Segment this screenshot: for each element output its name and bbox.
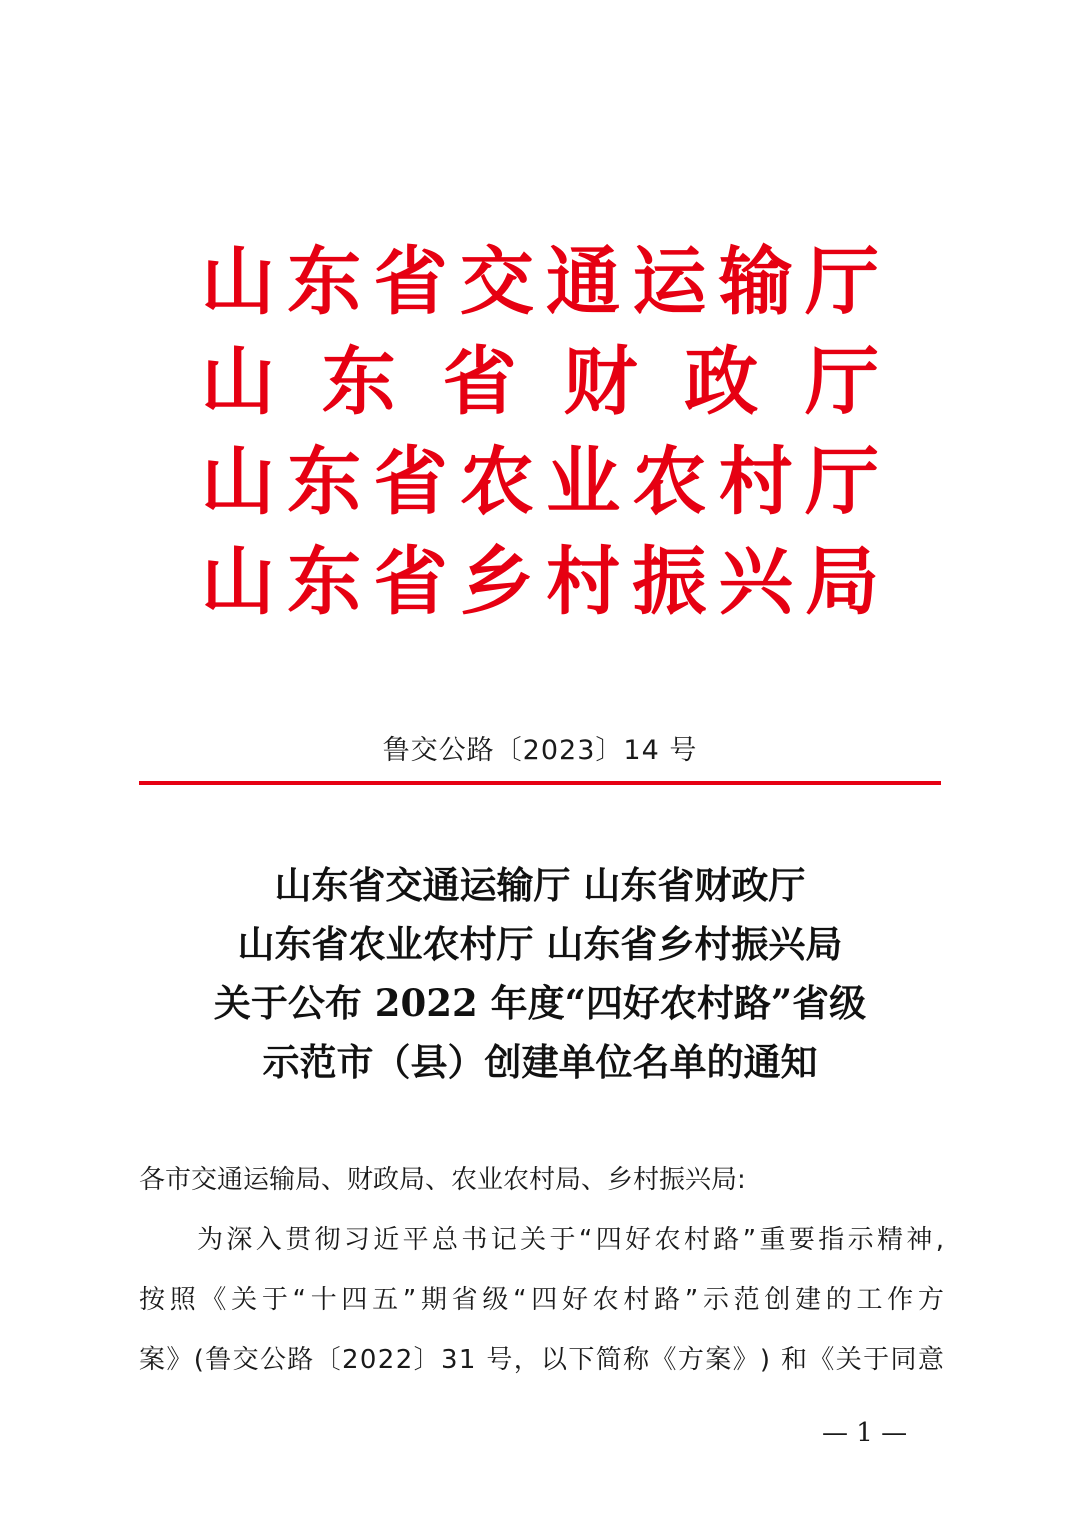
body-character: 书 <box>461 1225 488 1255</box>
body-character: , <box>935 1225 944 1255</box>
body-character: 鲁 <box>205 1345 232 1375</box>
body-character: 近 <box>373 1225 400 1255</box>
body-character: 简 <box>595 1345 622 1375</box>
body-character: 精 <box>876 1225 903 1255</box>
body-character: 于 <box>261 1285 288 1315</box>
body-character: 省 <box>451 1285 478 1315</box>
body-character: 《 <box>200 1285 227 1315</box>
body-character: 示 <box>847 1225 874 1255</box>
notice-title-line: 山东省交通运输厅 山东省财政厅 <box>274 863 806 907</box>
salutation: 各市交通运输局、财政局、农业农村局、乡村振兴局: <box>139 1165 746 1195</box>
body-character: 四 <box>531 1285 558 1315</box>
masthead-character: 村 <box>546 539 621 625</box>
body-character: 方 <box>677 1345 704 1375</box>
body-character: 同 <box>890 1345 917 1375</box>
body-character: 村 <box>623 1285 650 1315</box>
masthead-character: 省 <box>373 439 448 525</box>
masthead-character: 业 <box>546 439 621 525</box>
masthead-character: 农 <box>459 439 534 525</box>
masthead-character: 山 <box>201 439 275 525</box>
masthead-character: 厅 <box>804 339 879 425</box>
body-character: 案 <box>705 1345 732 1375</box>
masthead-character: 省 <box>442 339 517 425</box>
body-character: 好 <box>561 1285 588 1315</box>
masthead-character: 运 <box>632 239 707 325</box>
masthead-line-transport <box>200 232 880 332</box>
body-character: 农 <box>654 1225 681 1255</box>
body-character: 2 <box>377 1345 395 1375</box>
body-character: 重 <box>759 1225 786 1255</box>
notice-title-line: 山东省农业农村厅 山东省乡村振兴局 <box>237 922 843 966</box>
masthead-character: 乡 <box>459 539 534 625</box>
body-character: 《 <box>808 1345 835 1375</box>
body-character: 好 <box>625 1225 652 1255</box>
body-character: 《 <box>650 1345 677 1375</box>
body-character: 以 <box>541 1345 568 1375</box>
body-character: 创 <box>764 1285 791 1315</box>
masthead-character: 省 <box>373 539 448 625</box>
body-character: “ <box>513 1285 527 1315</box>
body-character: 路 <box>654 1285 681 1315</box>
body-character: 1 <box>458 1345 476 1375</box>
body-character: 期 <box>420 1285 447 1315</box>
body-character: 意 <box>917 1345 944 1375</box>
body-character: 2 <box>342 1345 359 1375</box>
body-character: 交 <box>232 1345 259 1375</box>
masthead-character: 通 <box>546 239 621 325</box>
body-character: 作 <box>887 1285 914 1315</box>
document-number: 鲁交公路〔2023〕14 号 <box>382 735 698 766</box>
body-character: 平 <box>402 1225 429 1255</box>
body-character: 深 <box>226 1225 253 1255</box>
body-text <box>139 1150 944 1390</box>
masthead-line-finance <box>200 332 880 432</box>
notice-title <box>0 856 1080 1092</box>
body-character: “ <box>292 1285 306 1315</box>
body-character: 〔 <box>314 1345 341 1375</box>
body-line <box>139 1210 944 1270</box>
body-character: 关 <box>231 1285 258 1315</box>
red-masthead <box>200 232 880 632</box>
masthead-character: 村 <box>718 439 793 525</box>
masthead-character: 东 <box>287 539 362 625</box>
masthead-character: 东 <box>287 439 362 525</box>
masthead-character: 山 <box>201 539 275 625</box>
body-character: ) <box>759 1345 771 1375</box>
masthead-character: 厅 <box>804 239 879 325</box>
body-character: 〕 <box>413 1345 440 1375</box>
body-character: 十 <box>310 1285 337 1315</box>
body-character: 五 <box>372 1285 399 1315</box>
red-divider-rule <box>139 781 941 785</box>
body-character: 级 <box>482 1285 509 1315</box>
notice-title-line: 关于公布 2022 年度“四好农村路”省级 <box>213 981 867 1025</box>
body-character: 贯 <box>285 1225 312 1255</box>
body-character: 神 <box>906 1225 933 1255</box>
body-line <box>139 1270 944 1330</box>
body-character: 总 <box>432 1225 459 1255</box>
body-character: 建 <box>795 1285 822 1315</box>
body-character: 于 <box>863 1345 890 1375</box>
body-character: 农 <box>592 1285 619 1315</box>
body-line <box>139 1330 944 1390</box>
body-character: 指 <box>818 1225 845 1255</box>
body-character: 0 <box>359 1345 377 1375</box>
body-character: 示 <box>702 1285 729 1315</box>
body-character: 和 <box>781 1345 808 1375</box>
body-character: 彻 <box>314 1225 341 1255</box>
body-character: ” <box>684 1285 699 1315</box>
masthead-character: 输 <box>718 239 793 325</box>
body-character: 四 <box>595 1225 622 1255</box>
body-character: 称 <box>623 1345 650 1375</box>
masthead-character: 财 <box>563 339 638 425</box>
masthead-character: 山 <box>201 239 275 325</box>
body-character: 入 <box>255 1225 282 1255</box>
body-character: 》 <box>732 1345 759 1375</box>
page-number: — 1 — <box>822 1418 908 1448</box>
body-character: 村 <box>683 1225 710 1255</box>
body-character: 范 <box>733 1285 760 1315</box>
masthead-character: 山 <box>201 339 275 425</box>
body-character: 工 <box>856 1285 883 1315</box>
body-character: 按 <box>139 1285 166 1315</box>
body-character: ” <box>742 1225 757 1255</box>
body-character: 于 <box>549 1225 576 1255</box>
body-character: 记 <box>490 1225 517 1255</box>
body-character: 习 <box>343 1225 370 1255</box>
masthead-line-rural-revitalization <box>200 532 880 632</box>
body-character: 的 <box>825 1285 852 1315</box>
body-character: 》 <box>166 1345 193 1375</box>
body-character: ( <box>193 1345 204 1375</box>
body-character: 要 <box>788 1225 815 1255</box>
body-character: 2 <box>395 1345 413 1375</box>
masthead-character: 交 <box>459 239 534 325</box>
body-character: ” <box>402 1285 417 1315</box>
notice-title-line: 示范市（县）创建单位名单的通知 <box>262 1040 818 1084</box>
body-character: 关 <box>520 1225 547 1255</box>
masthead-character: 省 <box>373 239 448 325</box>
body-character: 路 <box>713 1225 740 1255</box>
body-character: 3 <box>440 1345 458 1375</box>
body-character: ， <box>513 1345 540 1375</box>
masthead-character: 东 <box>287 239 362 325</box>
masthead-line-agriculture <box>200 432 880 532</box>
masthead-character: 振 <box>632 539 707 625</box>
body-character: 关 <box>835 1345 862 1375</box>
masthead-character: 兴 <box>718 539 793 625</box>
masthead-character: 东 <box>321 339 396 425</box>
body-character: 为 <box>197 1225 224 1255</box>
body-character: “ <box>578 1225 593 1255</box>
body-character: 号 <box>486 1345 513 1375</box>
body-character <box>771 1330 779 1390</box>
body-character: 案 <box>139 1345 166 1375</box>
masthead-character: 局 <box>804 539 879 625</box>
masthead-character: 厅 <box>804 439 879 525</box>
body-character: 路 <box>287 1345 314 1375</box>
body-character <box>477 1330 485 1390</box>
body-character: 公 <box>259 1345 286 1375</box>
body-character: 四 <box>341 1285 368 1315</box>
masthead-character: 政 <box>684 339 759 425</box>
body-character: 方 <box>917 1285 944 1315</box>
masthead-character: 农 <box>632 439 707 525</box>
body-character: 下 <box>568 1345 595 1375</box>
body-character: 照 <box>169 1285 196 1315</box>
